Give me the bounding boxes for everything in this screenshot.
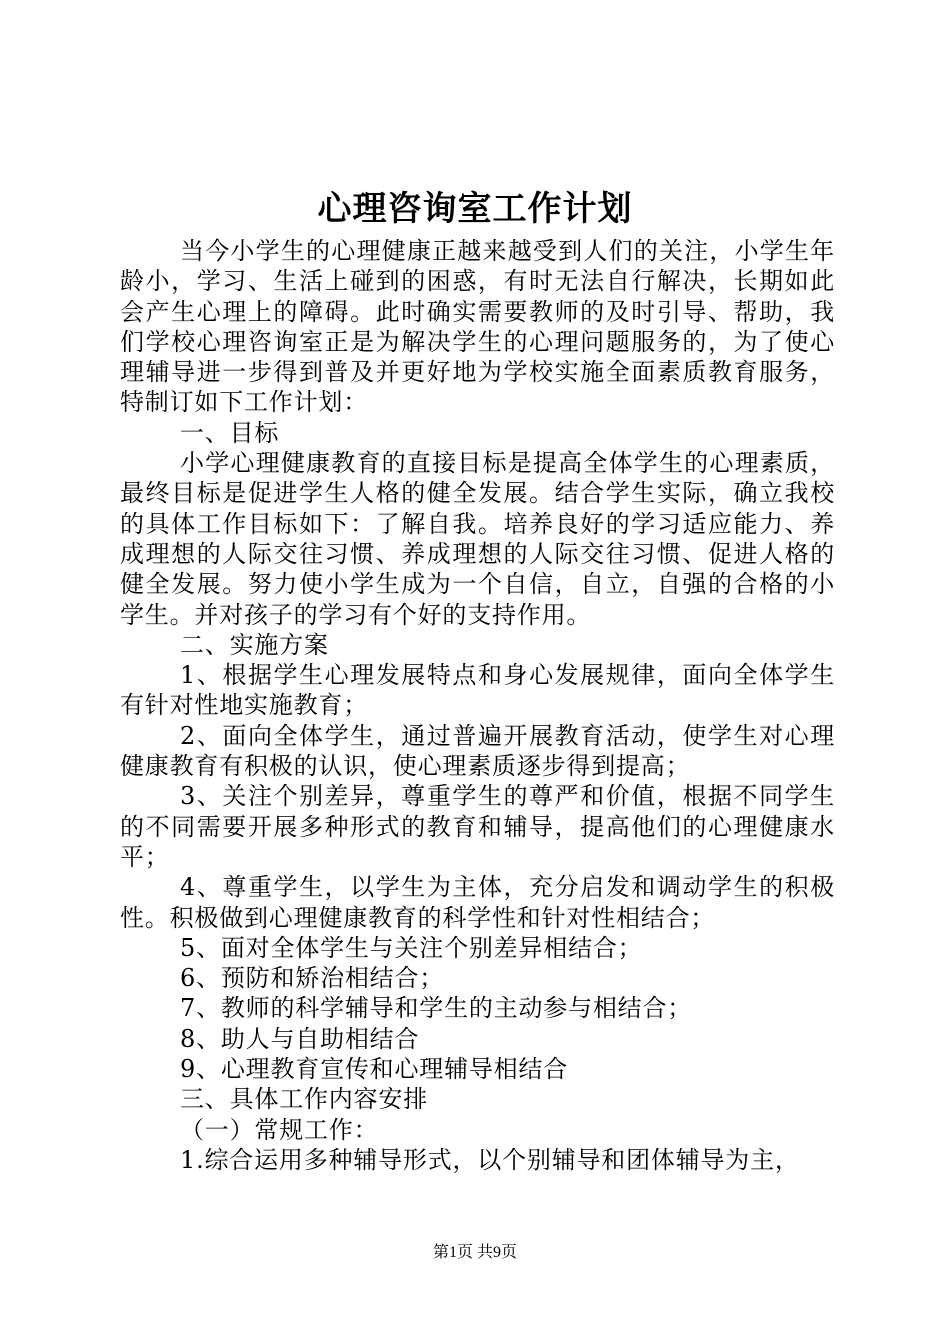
section-heading-plan: 二、实施方案 — [180, 630, 329, 659]
intro-paragraph: 当今小学生的心理健康正越来越受到人们的关注，小学生年龄小，学习、生活上碰到的困惑，有时无法自行解决，长期如此会产生心理上的障碍。此时确实需要教师的及时引导、帮助，我们学校心理咨询室正是为解决学生的心理问题服务的，为了使心理辅导进一步得到普及并更好地为学校实施全面素质教育服务，特制订如下工作计划： — [120, 237, 835, 417]
plan-item-2: 2、面向全体学生，通过普遍开展教育活动，使学生对心理健康教育有积极的认识，使心理素质逐步得到提高； — [120, 721, 835, 781]
goals-paragraph: 小学心理健康教育的直接目标是提高全体学生的心理素质，最终目标是促进学生人格的健全发展。结合学生实际，确立我校的具体工作目标如下：了解自我。培养良好的学习适应能力、养成理想的人际交往习惯、养成理想的人际交往习惯、促进人格的健全发展。努力使小学生成为一个自信，自立，自强的合格的小学生。并对孩子的学习有个好的支持作用。 — [120, 449, 835, 629]
section-heading-goals: 一、目标 — [180, 418, 280, 447]
plan-item-4: 4、尊重学生，以学生为主体，充分启发和调动学生的积极性。积极做到心理健康教育的科学性和针对性相结合； — [120, 873, 835, 932]
page-footer: 第1页 共9页 — [432, 1244, 517, 1261]
document-title: 心理咨询室工作计划 — [317, 189, 633, 229]
plan-item-9: 9、心理教育宣传和心理辅导相结合 — [180, 1055, 569, 1084]
section-heading-arrangement: 三、具体工作内容安排 — [180, 1085, 428, 1114]
subsection-heading-routine: （一）常规工作： — [180, 1115, 379, 1144]
plan-item-5: 5、面对全体学生与关注个别差异相结合； — [180, 933, 643, 962]
plan-item-8: 8、助人与自助相结合 — [180, 1024, 420, 1053]
plan-item-1: 1、根据学生心理发展特点和身心发展规律，面向全体学生有针对性地实施教育； — [120, 661, 835, 720]
plan-item-6: 6、预防和矫治相结合； — [180, 964, 445, 993]
routine-item-1: 1.综合运用多种辅导形式，以个别辅导和团体辅导为主， — [180, 1145, 800, 1174]
plan-item-7: 7、教师的科学辅导和学生的主动参与相结合； — [180, 994, 693, 1023]
document-body — [120, 236, 835, 1175]
plan-item-3: 3、关注个别差异，尊重学生的尊严和价值，根据不同学生的不同需要开展多种形式的教育和辅导，提高他们的心理健康水平； — [120, 782, 835, 871]
